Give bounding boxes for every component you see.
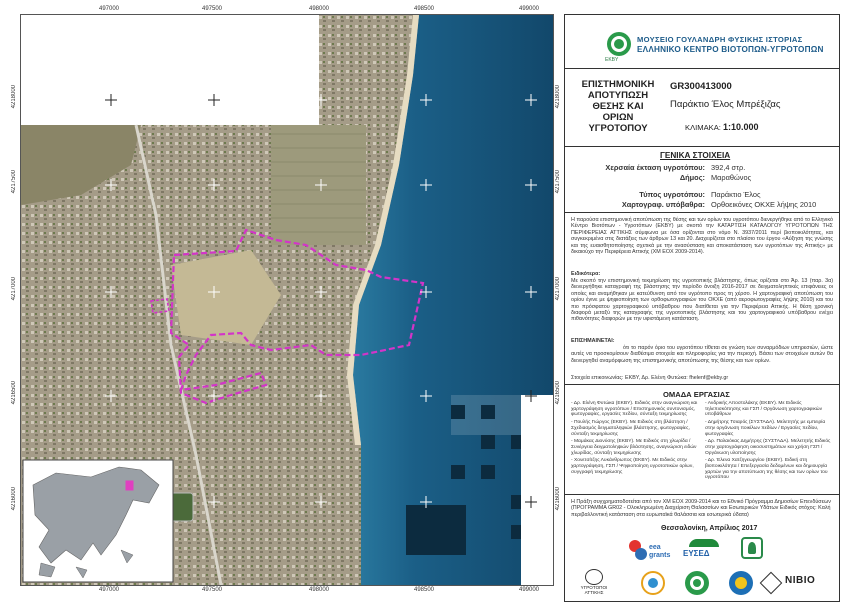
eysped-logo [683,539,729,561]
x-tick-label: 497000 [99,587,120,593]
x-tick-label: 498500 [414,6,435,12]
description-para2: Με σκοπό την επιστημονική τεκμηρίωση της υγροτοπικής βλάστησης, όπως ορίζεται στο Άρ. 13 (παρ. 3α) διενεργήθηκε καταγραφή της βλάστησης την περίοδο άνοιξη 2016-2017 σε δειγματοληπτικές επιφάνειες οι οποίες και αναμήθηκαν με κατεύθυνση από τον υγρότοπο προς τη χέρσο. Η χαρτογραφική αποτύπωση του ορίου έγινε με ψηφιοποίηση των ορθοφωτογραφιών του ΟΚΧΕ (από αεροφωτογραφίες λήψης 2010) και του πιο πρόσφατου χαρτογραφικού υπόβαθρου που διατίθεται για την Περιφέρεια Αττικής. Η θέση χρονική διαφορά μεταξύ της καταγραφής της υγροτοπικής βλάστησης και του χαρτογραφικού υπόβαθρου ενέχει πιθανότητες διαφορών με την υφιστάμενη κατάσταση. [571,278,833,323]
general-row-label: Χερσαία έκταση υγροτόπου: [605,163,705,172]
team-member: - Δρ. Έλενα Χατζηγεωργίου (ΕΚΒΥ). Ειδική στη βιοποικιλότητα / Επεξεργασία δεδομένων και δημιουργία χαρτών για την αποτύπωση της θέσης και των ορίων του υγροτόπου [705,458,828,481]
general-heading: ΓΕΝΙΚΑ ΣΤΟΙΧΕΙΑ [660,151,731,160]
eea-grants-logo [629,538,677,564]
description-para2-label: Ειδικότερα: [571,271,601,277]
ekby-logo-text: ΕΚΒΥ [605,57,619,63]
inset-map [23,460,173,582]
y-tick-label: 4218000 [11,85,17,109]
y-tick-label: 4216000 [555,487,561,511]
x-tick-label: 497500 [202,587,223,593]
x-tick-label: 499000 [519,587,540,593]
x-tick-label: 498000 [309,587,330,593]
team-list-right [705,401,835,483]
funding-text: Η Πράξη συγχρηματοδοτείται από τον ΧΜ ΕΟΧ 2009-2014 και το Εθνικό Πρόγραμμα Δημοσίων Επενδύσεων (ΠΡΟΓΡΑΜΜΑ GR02 - Ολοκληρωμένη Διαχείριση Θαλασσίων και Εσωτερικών Υδάτων Ειδικός στόχος: Καλή περιβαλλοντική κατάσταση στα ευρωπαϊκά θαλάσσια και εσωτερικά ύδατα) [571,499,831,518]
general-row-value: Ορθοεικόνες ΟΚΧΕ λήψης 2010 [711,200,817,209]
map-frame[interactable] [20,14,554,586]
region-attica-logo [729,571,753,595]
funding-section [565,495,839,601]
map-heading: ΕΠΙΣΤΗΜΟΝΙΚΗ ΑΠΟΤΥΠΩΣΗ ΘΕΣΗΣ ΚΑΙ ΟΡΙΩΝ ΥΓΡΟΤΟΠΟΥ [581,79,655,134]
team-member: - Δρ. Παλαιόκας Δημήτρης (ΣΥΣΤΑΔΑ). Μελετητής Ειδικός στην χαρτογράφηση οικοσυστημάτων και χρήση ΓΣΠ / Οργάνωση υλοποίησης [705,439,831,456]
header-section [565,15,839,69]
no-data-area [21,15,319,125]
eea-grants-label: eea grants [649,544,671,559]
general-row-label: Χαρτογραφ. υπόβαθρα: [621,200,705,209]
y-tick-label: 4216000 [11,487,17,511]
title-section [565,69,839,147]
general-section [565,147,839,213]
contact-info: Στοιχεία επικοινωνίας: ΕΚΒΥ, Δρ. Ελένη Φυτώκα: fhelenf@ekby.gr [571,375,729,381]
general-row-value: Μαραθώνος [711,173,752,182]
team-section [565,385,839,495]
ministry-logo [741,537,763,559]
partner-logo-sun [641,571,665,595]
attiki-wetlands-logo [577,569,609,597]
x-tick-label: 497500 [202,6,223,12]
x-tick-label: 499000 [519,6,540,12]
ekby-logo-small [685,571,709,595]
eysped-label: ΕΥΣΕΔ [683,549,710,558]
team-member: - Χονετσίτζης Λυκάνθρωπος (ΕΚΒΥ). Με Ειδικός στην χαρτογράφηση, ΓΣΠ / Ψηφιοποίηση υγροτοπικών ορίων, συγγραφή τεκμηρίωσης [571,458,694,475]
description-section [565,213,839,385]
y-tick-label: 4216500 [11,381,17,405]
description-para1: Η παρούσα επιστημονική αποτύπωση της θέσης και των ορίων του υγροτόπου διενεργήθηκε από το Ελληνικό Κέντρο Βιοτόπων - Υγροτόπων (ΕΚΒΥ) με σκοπό την ΚΑΤΑΡΤΙΣΗ ΚΑΤΑΛΟΓΟΥ ΥΓΡΟΤΟΠΩΝ ΤΗΣ ΠΕΡΙΦΕΡΕΙΑΣ ΑΤΤΙΚΗΣ σύμφωνα με όσα ορίζονται στο νόμο Ν. 3937/2011 περί βιοποικιλότητας, και συγκεκριμένα στις διατάξεις των άρθρων 13 και 20. Διαχειρίζεται στο πλαίσιο του έργου «Αύξηση της γνώσης και της ευαισθητοποίησης σχετικά με την ανασύσταση και αποκατάσταση των υγροτόπων της Αττικής» με δικαιούχο την Περιφέρεια Αττικής (ΧΜ ΕΟΧ 2009-2014). [571,217,833,256]
x-tick-label: 497000 [99,6,120,12]
y-tick-label: 4217000 [11,277,17,301]
team-member: - Πουλής Γιώργος (ΕΚΒΥ). Με Ειδικός στη βλάστηση / Σχεδιασμός δειγματοληψιών βλάστησης, φωτογραφίες, σύνταξη τεκμηρίωσης [571,420,690,437]
scale-label: ΚΛΙΜΑΚΑ: [685,123,721,132]
y-tick-label: 4218000 [555,85,561,109]
x-tick-label: 498000 [309,6,330,12]
nibio-label: NIBIO [785,575,816,586]
team-member: - Δρ. Ελένη Φυτώκα (ΕΚΒΥ). Ειδικός στην αναγνώριση και χαρτογράφηση υγροτόπων / Επιστημονικός συντονισμός, φωτογραφίες, εργασίες πεδίου, σύνταξη τεκμηρίωσης [571,401,698,418]
team-member: - Ανδρικής Αποστολάκης (ΕΚΒΥ). Με Ειδικός τηλεπισκόπησης και ΓΣΠ / Οργάνωση χαρτογραφικών υποβάθρων [705,401,823,418]
general-row-label: Δήμος: [679,173,705,182]
y-tick-label: 4216500 [555,381,561,405]
ekby-logo [607,32,631,56]
attiki-label: ΥΓΡΟΤΟΠΟΙ ΑΤΤΙΚΗΣ [580,585,608,595]
sports-field [171,493,193,521]
scale-value: 1:10.000 [723,122,759,132]
y-tick-label: 4217500 [555,170,561,194]
org-name-line1: ΜΟΥΣΕΙΟ ΓΟΥΛΑΝΔΡΗ ΦΥΣΙΚΗΣ ΙΣΤΟΡΙΑΣ [637,35,803,44]
general-row-value: 392,4 στρ. [711,163,746,172]
y-tick-label: 4217500 [11,170,17,194]
legend-panel [564,14,840,602]
satellite-map[interactable] [21,15,553,585]
description-para3: ότι το παρόν όριο του υγροτόπου τίθεται σε γνώση των συναρμόδιων υπηρεσιών, ώστε αυτές να προσκομίσουν διαθέσιμα στοιχεία και πληροφορίες για την περιοχή. Βάσει των στοιχείων αυτών θα διενεργηθεί αναμόρφωση της επιστημονικής αποτύπωσης της θέσης και των ορίων. [571,345,833,364]
place-date: Θεσσαλονίκη, Απρίλιος 2017 [661,525,758,532]
team-member: - Δημήτρης Τσιαρός (ΣΥΣΤΑΔΑ). Μελετητής με εμπειρία στην οργάνωση ποικίλων πεδίων / Εργασίες πεδίου, φωτογραφίες [705,420,826,437]
org-name-line2: ΕΛΛΗΝΙΚΟ ΚΕΝΤΡΟ ΒΙΟΤΟΠΩΝ-ΥΓΡΟΤΟΠΩΝ [637,45,824,54]
inset-location-marker [126,481,133,490]
team-list-left [571,401,699,477]
description-para3-label: ΕΠΙΣΗΜΑΙΝΕΤΑΙ: [571,338,615,344]
wetland-code: GR300413000 [670,81,732,92]
wetland-name: Παράκτιο Έλος Μπρέξιζας [670,99,781,110]
team-heading: ΟΜΑΔΑ ΕΡΓΑΣΙΑΣ [663,390,730,399]
nibio-logo [763,573,827,595]
general-row-value: Παράκτιο Έλος [711,190,761,199]
team-member: - Μαμάκας Διονύσης (ΕΚΒΥ). Με Ειδικός στη χλωρίδα / Συνέργεια δειγματοληψιών βλάστησης, αναγνώριση ειδών χλωρίδας, σύνταξη τεκμηρίωσης [571,439,697,456]
y-tick-label: 4217000 [555,277,561,301]
general-row-label: Τύπος υγροτόπου: [639,190,705,199]
x-tick-label: 498500 [414,587,435,593]
